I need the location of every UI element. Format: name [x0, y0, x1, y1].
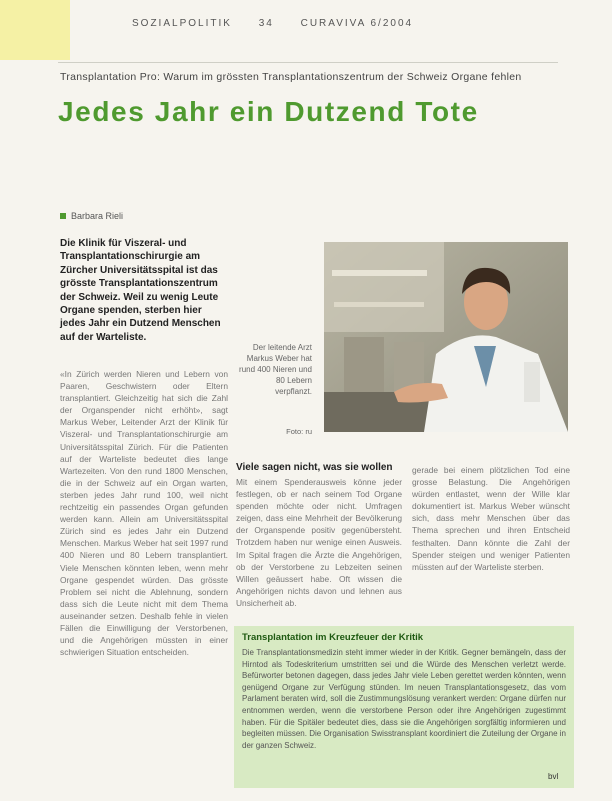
article-title: Jedes Jahr ein Dutzend Tote: [58, 96, 479, 127]
header-magazine: CURAVIVA 6/2004: [300, 18, 414, 29]
sticky-note: [0, 0, 70, 60]
body-column-1: «In Zürich werden Nieren und Lebern von Paaren, Geschwistern oder Eltern transplantiert. Gleichzeitig hat sich die Zahl der Organspender nicht erhöht», sagt Markus Weber, Leitender Arzt der Klinik für Viszeral- und Transplantationschirurgie am Universitätsspital Zürich. Für die Patienten auf der Warteliste bedeutet dies lange Wartezeiten. Von den rund 1800 Menschen, die in der Schweiz auf ein Organ warten, sterben jedes Jahr rund 100, weil nicht rechtzeitig ein passendes Organ gefunden werden kann. Allein am Universitätsspital Zürich sind es jedes Jahr ein Dutzend Menschen. Markus Weber hat seit 1997 rund 400 Nieren und 80 Lebern transplantiert. Viele Menschen könnten leben, wenn mehr Organe gespendet würden. Das grösste Problem sei nicht die Ablehnung, sondern dass sich die Leute nicht mit dem Thema auseinander setzen. Deshalb fehle in vielen Fällen die Einwilligung der Verstorbenen, und die Angehörigen müssten in einer schwierigen Situation entscheiden.: [60, 369, 228, 658]
body-column-3: gerade bei einem plötzlichen Tod eine grosse Belastung. Die Angehörigen würden entlastet, wenn der Wille klar dokumentiert ist. Markus Weber wünscht sich, dass mehr Menschen über das Thema sprechen und ihren Entscheid festhalten. Dann könnte die Zahl der Spender steigen und weniger Patienten müssten auf der Warteliste sterben.: [412, 465, 570, 572]
photo-caption: Der leitende Arzt Markus Weber hat rund 400 Nieren und 80 Lebern verpflanzt.: [239, 343, 312, 396]
body-column-2: Mit einem Spenderausweis könne jeder festlegen, ob er nach seinem Tod Organe spenden möchte oder nicht. Umfragen zeigen, dass eine Mehrheit der Bevölkerung der Organspende positiv gegenübersteht. Trotzdem haben nur wenige einen Ausweis. Im Spital fragen die Ärzte die Angehörigen, ob der Verstorbene zu Lebzeiten seinen Willen geäussert habe. Oft wissen die Angehörigen nichts davon und lehnen aus Unsicherheit ab.: [236, 477, 402, 608]
subheading: Viele sagen nicht, was sie wollen: [236, 462, 393, 473]
article-lead: Die Klinik für Viszeral- und Transplantationschirurgie am Zürcher Universitätsspital ist das grösste Transplantationszentrum der Schweiz. Weil zu wenig Leute Organe spenden, sterben hier jedes Jahr ein Dutzend Menschen auf der Warteliste.: [60, 238, 221, 343]
doctor-photo-illustration: [324, 242, 568, 432]
author-name: Barbara Rieli: [71, 211, 124, 221]
header-page-number: 34: [258, 18, 274, 29]
author-marker-icon: [60, 213, 66, 219]
sidebar-box-title: Transplantation im Kreuzfeuer der Kritik: [242, 632, 424, 643]
header-section: SOZIALPOLITIK: [132, 18, 232, 29]
article-kicker: Transplantation Pro: Warum im grössten Transplantationszentrum der Schweiz Organe fehlen: [60, 71, 522, 83]
sidebar-box-end-mark: bvl: [548, 772, 559, 781]
header-divider: [58, 62, 558, 63]
sidebar-box-text: Die Transplantationsmedizin steht immer wieder in der Kritik. Gegner bemängeln, dass der Hirntod als Todeskriterium umstritten sei und die Würde des Menschen verletzt werde. Befürworter betonen dagegen, dass jedes Jahr viele Leben gerettet werden könnten, wenn genügend Organe zur Verfügung stünden. Im neuen Transplantationsgesetz, das vom Parlament beraten wird, soll die Zustimmungslösung verankert werden: Organe dürfen nur entnommen werden, wenn die verstorbene Person oder ihre Angehörigen zugestimmt haben. Für die Spitäler bedeutet dies, dass sie die Angehörigen sorgfältig informieren und begleiten müssen. Die Organisation Swisstransplant koordiniert die Zuteilung der Organe in der ganzen Schweiz.: [242, 648, 566, 750]
running-header: [132, 18, 435, 29]
doctor-photo: [324, 242, 568, 432]
photo-credit: Foto: ru: [286, 427, 312, 436]
article-author: [60, 211, 123, 221]
